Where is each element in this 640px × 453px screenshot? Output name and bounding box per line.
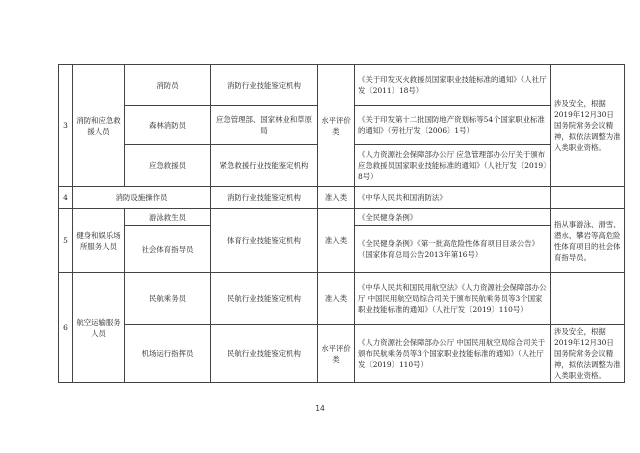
qualification-type: 准入类 (318, 209, 355, 273)
table-row (59, 187, 625, 209)
issuing-body: 民航行业技能鉴定机构 (211, 273, 318, 325)
qualification-type: 准入类 (318, 187, 355, 209)
issuing-body: 紧急救援行业技能鉴定机构 (211, 145, 318, 187)
occupation-name: 机场运行指挥员 (125, 325, 211, 383)
remark: 涉及安全，根据2019年12月30日国务院常务会议精神，拟依法调整为准入类职业资格。 (551, 65, 625, 187)
page-number: 14 (315, 404, 325, 413)
legal-basis: 《关于印发第十二批国防地产资划标等54个国家职业标准的通知》（劳社厅发〔2006〕1号） (355, 106, 551, 145)
occupation-name: 消防设施操作员 (73, 187, 211, 209)
legal-basis: 《中华人民共和国民用航空法》《人力资源社会保障部办公厅 中国民用航空局综合司关于颁布民航乘务员等3个国家职业技能标准的通知》（人社厅发〔2019〕110号） (355, 273, 551, 325)
remark: 指从事游泳、滑雪、潜水、攀岩等高危险性体育项目的社会体育指导员。 (551, 209, 625, 273)
remark (551, 187, 625, 209)
legal-basis: 《中华人民共和国消防法》 (355, 187, 551, 209)
qualification-type: 水平评价类 (318, 65, 355, 187)
remark (551, 273, 625, 325)
legal-basis: 《全民健身条例》 (355, 209, 551, 226)
occupation-name: 民航乘务员 (125, 273, 211, 325)
category-cell: 航空运输服务人员 (73, 273, 125, 383)
issuing-body: 应急管理部、国家林业和草原局 (211, 106, 318, 145)
legal-basis: 《全民健身条例》《第一批高危险性体育项目目录公告》（国家体育总局公告2013年第16号） (355, 226, 551, 273)
issuing-body: 体育行业技能鉴定机构 (211, 209, 318, 273)
occupation-name: 游泳救生员 (125, 209, 211, 226)
category-cell: 健身和娱乐场所服务人员 (73, 209, 125, 273)
row-number: 6 (59, 273, 73, 383)
occupation-name: 应急救援员 (125, 145, 211, 187)
category-cell: 消防和应急救援人员 (73, 65, 125, 187)
row-number: 3 (59, 65, 73, 187)
occupation-qualification-table (58, 64, 625, 383)
table-row (59, 325, 625, 383)
row-number: 5 (59, 209, 73, 273)
remark: 涉及安全，根据2019年12月30日国务院常务会议精神，拟依法调整为准入类职业资格。 (551, 325, 625, 383)
legal-basis: 《人力资源社会保障部办公厅 中国民用航空局综合司关于颁布民航乘务员等3个国家职业技能标准的通知》（人社厅发〔2019〕110号） (355, 325, 551, 383)
table-row (59, 273, 625, 325)
occupation-name: 社会体育指导员 (125, 226, 211, 273)
row-number: 4 (59, 187, 73, 209)
qualification-type: 准入类 (318, 273, 355, 325)
table-row (59, 65, 625, 106)
occupation-name: 森林消防员 (125, 106, 211, 145)
qualification-type: 水平评价类 (318, 325, 355, 383)
issuing-body: 消防行业技能鉴定机构 (211, 65, 318, 106)
table-row (59, 209, 625, 226)
issuing-body: 消防行业技能鉴定机构 (211, 187, 318, 209)
occupation-name: 消防员 (125, 65, 211, 106)
issuing-body: 民航行业技能鉴定机构 (211, 325, 318, 383)
legal-basis: 《人力资源社会保障部办公厅 应急管理部办公厅关于颁布应急救援员国家职业技能标准的通知》（人社厅发〔2019〕8号） (355, 145, 551, 187)
legal-basis: 《关于印发灭火救援员国家职业技能标准的通知》（人社厅发〔2011〕18号） (355, 65, 551, 106)
